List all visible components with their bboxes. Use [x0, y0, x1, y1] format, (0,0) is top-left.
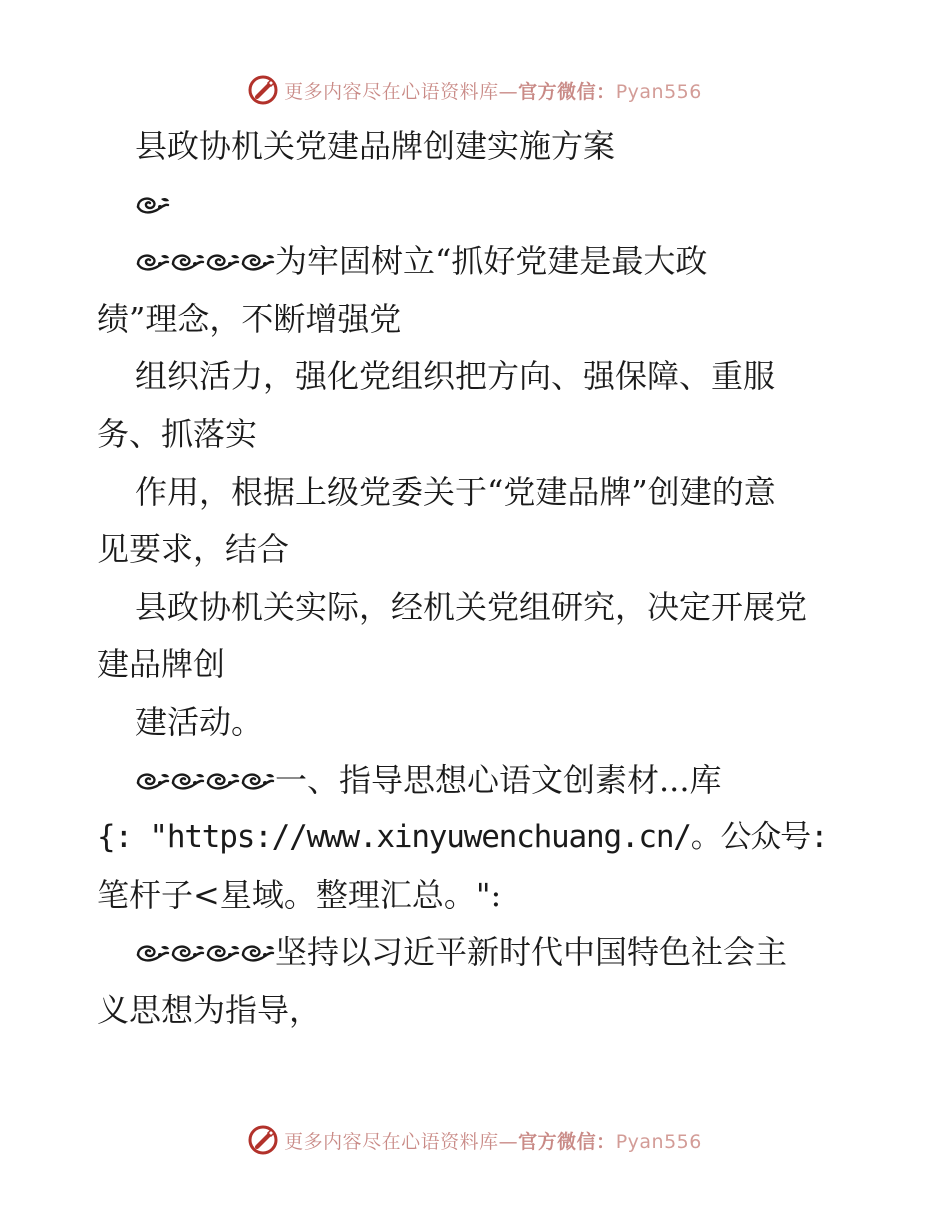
paragraph-line: 见要求，结合 [97, 530, 290, 569]
logo-seal-icon [248, 75, 278, 105]
header-wechat-label: 官方微信： [518, 80, 616, 103]
footer-banner-text: 更多内容尽在心语资料库—官方微信：Pyan556 [284, 1130, 702, 1153]
footer-wechat-label: 官方微信： [518, 1130, 616, 1153]
paragraph-line: 务、抓落实 [97, 414, 258, 453]
section-heading [0, 752, 950, 810]
fleuron-ornament-icon [240, 941, 276, 965]
logo-seal-icon [248, 1125, 278, 1155]
document-body [0, 118, 950, 1040]
document-title: 县政协机关党建品牌创建实施方案 [135, 127, 616, 165]
paragraph-line: 绩”理念，不断增强党 [97, 299, 402, 338]
source-url-line: {: "https://www.xinyuwenchuang.cn/。公众号: [97, 819, 828, 856]
fleuron-ornament-icon [170, 941, 206, 965]
paragraph-line: 义思想为指导， [97, 990, 322, 1029]
section-heading-text: 一、指导思想心语文创素材...库 [275, 760, 722, 799]
source-note-line: 笔杆子<星域。整理汇总。": [97, 875, 502, 914]
fleuron-ornament-icon [135, 250, 171, 274]
fleuron-ornament-icon [205, 769, 241, 793]
header-wechat-id: Pyan556 [615, 80, 702, 103]
fleuron-ornament-icon [135, 193, 171, 217]
paragraph-line: 县政协机关实际，经机关党组研究，决定开展党 [135, 587, 808, 626]
header-banner-text: 更多内容尽在心语资料库—官方微信：Pyan556 [284, 80, 702, 103]
paragraph-line: 建活动。 [135, 702, 264, 741]
ornament-line [0, 176, 950, 234]
fleuron-ornament-icon [240, 250, 276, 274]
fleuron-ornament-icon [240, 769, 276, 793]
fleuron-ornament-icon [135, 769, 171, 793]
header-banner [0, 70, 950, 110]
fleuron-ornament-icon [205, 941, 241, 965]
paragraph-text: 坚持以习近平新时代中国特色社会主 [275, 933, 788, 972]
fleuron-ornament-icon [135, 941, 171, 965]
paragraph-text: 为牢固树立“抓好党建是最大政 [275, 242, 708, 281]
paragraph-line [0, 233, 950, 291]
fleuron-ornament-icon [205, 250, 241, 274]
paragraph-line [0, 924, 950, 982]
paragraph-line: 建品牌创 [97, 645, 226, 684]
footer-wechat-id: Pyan556 [615, 1130, 702, 1153]
fleuron-ornament-icon [170, 769, 206, 793]
paragraph-line: 作用，根据上级党委关于“党建品牌”创建的意 [135, 472, 776, 511]
footer-banner [0, 1120, 950, 1160]
paragraph-line: 组织活力，强化党组织把方向、强保障、重服 [135, 357, 776, 396]
fleuron-ornament-icon [170, 250, 206, 274]
